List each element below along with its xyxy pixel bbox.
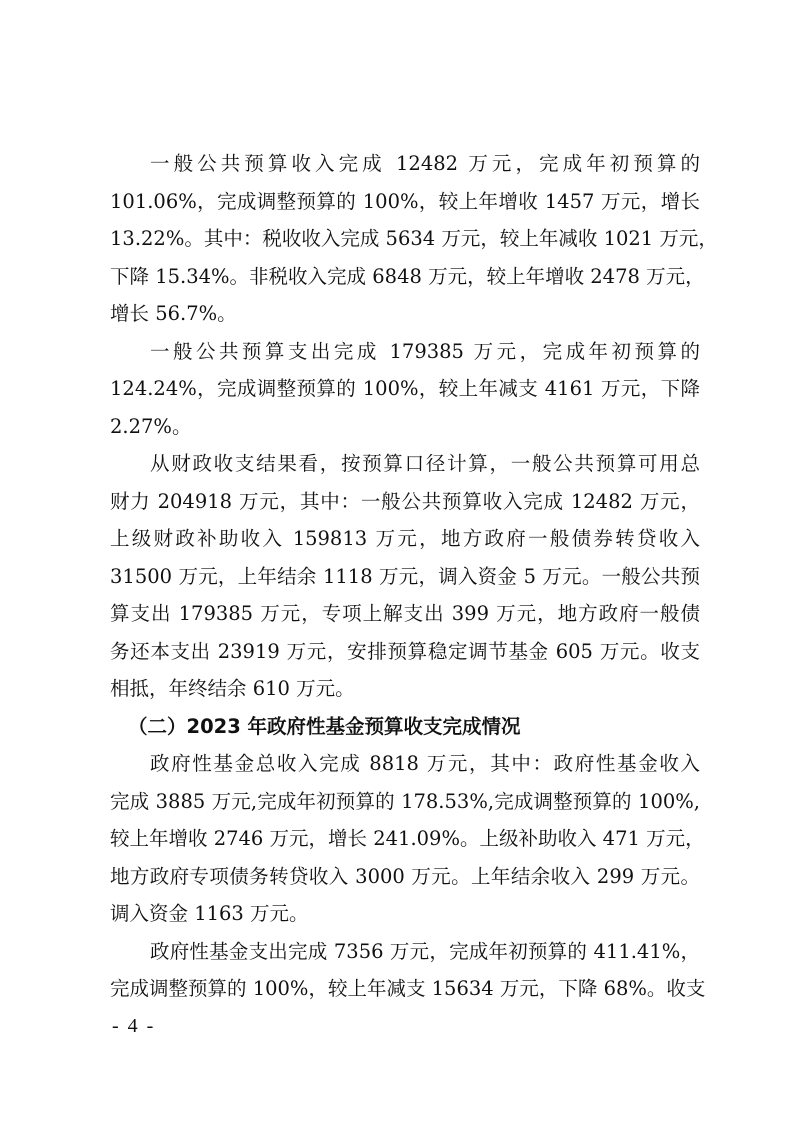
paragraph-line: 31500 万元，上年结余 1118 万元，调入资金 5 万元。一般公共预 xyxy=(110,564,700,588)
paragraph-line: 完成 3885 万元,完成年初预算的 178.53%,完成调整预算的 100%, xyxy=(110,789,700,813)
paragraph-line: 财力 204918 万元，其中：一般公共预算收入完成 12482 万元， xyxy=(110,489,700,513)
paragraph-line: 务还本支出 23919 万元，安排预算稳定调节基金 605 万元。收支 xyxy=(110,639,700,663)
paragraph-line: 124.24%，完成调整预算的 100%，较上年减支 4161 万元，下降 xyxy=(110,377,700,400)
paragraph-line: 调入资金 1163 万元。 xyxy=(110,902,309,925)
paragraph-line: 完成调整预算的 100%，较上年减支 15634 万元，下降 68%。收支 xyxy=(110,977,706,1000)
page-number: - 4 - xyxy=(112,1015,156,1037)
paragraph-line: 101.06%，完成调整预算的 100%，较上年增收 1457 万元，增长 xyxy=(110,189,700,213)
paragraph-line: 下降 15.34%。非税收入完成 6848 万元，较上年增收 2478 万元， xyxy=(110,264,705,288)
paragraph-line: 算支出 179385 万元，专项上解支出 399 万元，地方政府一般债 xyxy=(110,602,700,625)
paragraph-line: 政府性基金支出完成 7356 万元，完成年初预算的 411.41%， xyxy=(150,939,700,963)
paragraph-line: 一般公共预算支出完成 179385 万元，完成年初预算的 xyxy=(150,339,700,363)
paragraph-line: 相抵，年终结余 610 万元。 xyxy=(110,677,355,700)
paragraph-line: 较上年增收 2746 万元，增长 241.09%。上级补助收入 471 万元， xyxy=(110,827,705,850)
paragraph-line: 增长 56.7%。 xyxy=(110,302,237,325)
paragraph-line: 政府性基金总收入完成 8818 万元，其中：政府性基金收入 xyxy=(150,752,700,775)
paragraph-line: 13.22%。其中：税收收入完成 5634 万元，较上年减收 1021 万元， xyxy=(110,227,718,250)
section-heading: （二）2023 年政府性基金预算收支完成情况 xyxy=(128,714,521,738)
paragraph-line: 地方政府专项债务转贷收入 3000 万元。上年结余收入 299 万元。 xyxy=(110,864,700,888)
paragraph-line: 上级财政补助收入 159813 万元，地方政府一般债券转贷收入 xyxy=(110,527,700,550)
document-body xyxy=(110,145,718,1008)
paragraph-line: 一般公共预算收入完成 12482 万元，完成年初预算的 xyxy=(150,152,700,175)
paragraph-line: 从财政收支结果看，按预算口径计算，一般公共预算可用总 xyxy=(150,452,700,475)
paragraph-line: 2.27%。 xyxy=(110,414,192,438)
